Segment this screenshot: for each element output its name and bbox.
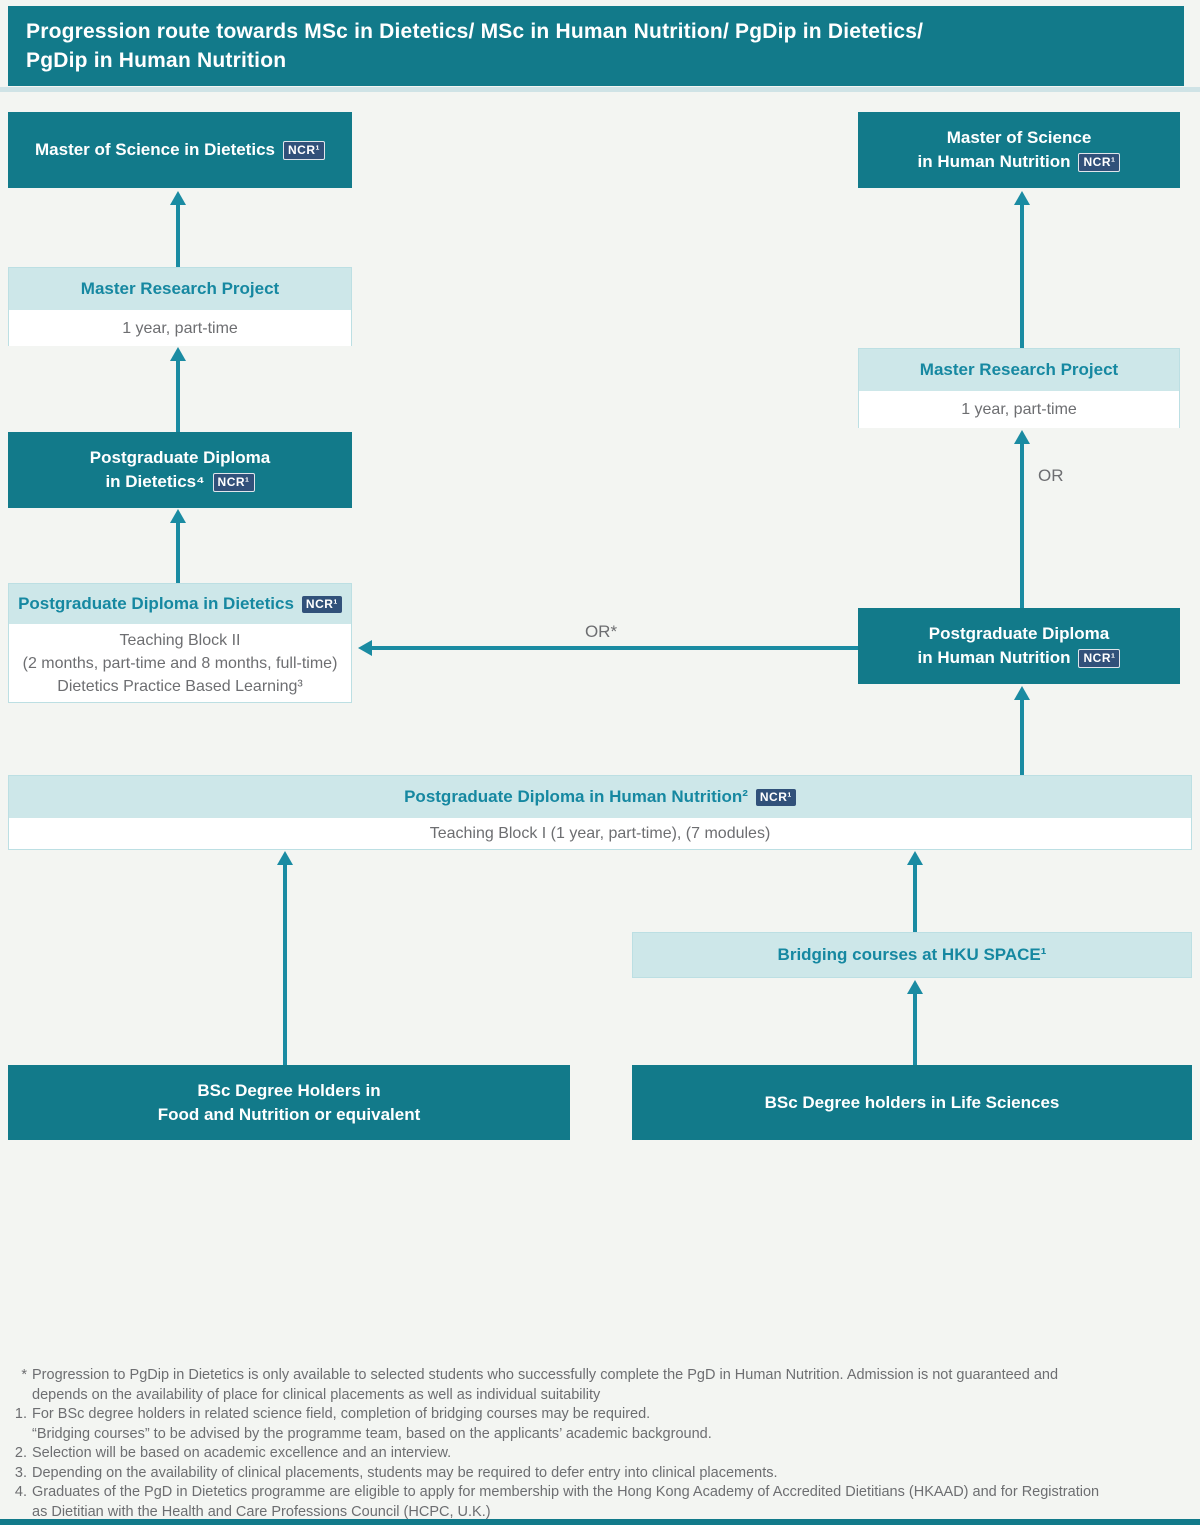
title-bar — [8, 6, 1184, 86]
ncr-badge: NCR¹ — [213, 473, 255, 492]
box-msc-human-nutrition — [858, 112, 1180, 188]
arrow-wide-to-pgdip-hn — [1014, 686, 1030, 775]
footnote-text: as Dietitian with the Health and Care Professions Council (HCPC, U.K.) — [32, 1503, 491, 1520]
footnote-row — [10, 1425, 1190, 1445]
ncr-badge: NCR¹ — [756, 789, 796, 806]
box-pgdip-dietetics-award — [8, 432, 352, 508]
footnotes — [10, 1366, 1190, 1522]
box-master-research-project-left — [8, 267, 352, 346]
mrp-left-header: Master Research Project — [9, 268, 351, 310]
arrow-pgdip-hn-to-pgdip-dietetics — [358, 640, 858, 656]
arrow-pgdip-hn-to-mrp-right — [1014, 430, 1030, 608]
bridging-courses-label: Bridging courses at HKU SPACE¹ — [777, 945, 1047, 964]
ncr-badge: NCR¹ — [1078, 649, 1120, 668]
pgdip-dietetics-award-line-1: Postgraduate Diploma — [89, 448, 271, 467]
footnote-text: For BSc degree holders in related science field, completion of bridging courses may be required. — [32, 1406, 651, 1422]
arrow-teaching-block-2-to-pgdip-dietetics — [170, 509, 186, 583]
footnote-row — [10, 1464, 1190, 1484]
ncr-badge: NCR¹ — [1078, 153, 1120, 172]
footnote-marker: 1. — [14, 1406, 27, 1422]
footnote-row — [10, 1405, 1190, 1425]
ncr-badge: NCR¹ — [283, 141, 325, 160]
box-pgdip-human-nutrition-award — [858, 608, 1180, 684]
bsc-food-line-2: Food and Nutrition or equivalent — [157, 1104, 421, 1124]
bsc-food-line-1: BSc Degree Holders in — [197, 1080, 381, 1100]
pgdip-hn-award-line-1: Postgraduate Diploma — [928, 624, 1110, 643]
footnote-marker: 2. — [14, 1445, 27, 1461]
or-star-label: OR* — [584, 622, 618, 641]
mrp-right-header: Master Research Project — [859, 349, 1179, 391]
footnote-row — [10, 1366, 1190, 1386]
footnote-row — [10, 1386, 1190, 1406]
msc-human-nutrition-line-1: Master of Science — [946, 128, 1092, 147]
msc-human-nutrition-line-2: in Human Nutrition — [917, 152, 1071, 171]
teaching-block-2-line-2: (2 months, part-time and 8 months, full-time) — [22, 654, 338, 672]
arrow-bsc-food-to-wide — [277, 851, 293, 1065]
box-pgdip-hn-teaching — [8, 775, 1192, 850]
bottom-accent-bar — [0, 1519, 1200, 1525]
footnote-text: depends on the availability of place for clinical placements as well as individual suitability — [32, 1386, 601, 1403]
footnote-text: Progression to PgDip in Dietetics is only available to selected students who successfully complete the PgD in Human Nutrition. Admission is not guaranteed and — [32, 1367, 1059, 1383]
pgdip-dietetics-teaching-header: Postgraduate Diploma in Dietetics — [18, 594, 294, 613]
or-label: OR — [1038, 466, 1064, 485]
ncr-badge: NCR¹ — [302, 596, 342, 613]
footnote-text: “Bridging courses” to be advised by the programme team, based on the applicants’ academic background. — [32, 1425, 712, 1442]
page-title-line-2: PgDip in Human Nutrition — [26, 49, 287, 72]
arrow-pgdip-dietetics-to-mrp-left — [170, 347, 186, 432]
footnote-marker: 3. — [14, 1464, 27, 1481]
arrow-bsc-life-to-bridging — [907, 980, 923, 1065]
mrp-right-body: 1 year, part-time — [859, 391, 1179, 428]
arrow-mrp-right-to-msc-human-nutrition — [1014, 191, 1030, 348]
box-master-research-project-right — [858, 348, 1180, 428]
footnote-text: Selection will be based on academic excellence and an interview. — [32, 1445, 452, 1461]
pgdip-dietetics-award-line-2: in Dietetics⁴ — [105, 472, 205, 491]
teaching-block-2-line-1: Teaching Block II — [119, 631, 241, 649]
teaching-block-2-line-3: Dietetics Practice Based Learning³ — [57, 677, 303, 695]
page-title-line-1: Progression route towards MSc in Dietetics/ MSc in Human Nutrition/ PgDip in Dietetics/ — [26, 20, 924, 43]
footnote-row — [10, 1444, 1190, 1464]
bsc-life-label: BSc Degree holders in Life Sciences — [764, 1092, 1060, 1112]
title-underline — [0, 87, 1200, 92]
box-msc-dietetics — [8, 112, 352, 188]
mrp-left-body: 1 year, part-time — [9, 310, 351, 346]
pgdip-hn-teaching-header: Postgraduate Diploma in Human Nutrition² — [404, 787, 748, 806]
box-bsc-food-nutrition — [8, 1065, 570, 1140]
box-bsc-life-sciences — [632, 1065, 1192, 1140]
footnote-marker: 4. — [14, 1484, 27, 1500]
box-bridging-courses — [632, 932, 1192, 978]
footnote-row — [10, 1483, 1190, 1503]
footnote-marker: * — [21, 1367, 27, 1383]
msc-dietetics-label: Master of Science in Dietetics — [35, 140, 275, 159]
arrow-bridging-to-wide — [907, 851, 923, 932]
footnote-text: Graduates of the PgD in Dietetics programme are eligible to apply for membership with the Hong Kong Academy of Accredited Dietitians (HKAAD) and for Registration — [32, 1484, 1100, 1500]
footnote-marker — [10, 1386, 32, 1406]
footnote-text: Depending on the availability of clinical placements, students may be required to defer entry into clinical placements. — [32, 1464, 778, 1481]
arrow-mrp-to-msc-dietetics — [170, 191, 186, 267]
footnote-marker — [10, 1425, 32, 1445]
teaching-block-1-body: Teaching Block I (1 year, part-time), (7 modules) — [9, 818, 1191, 849]
box-pgdip-dietetics-teaching — [8, 583, 352, 703]
pgdip-hn-award-line-2: in Human Nutrition — [917, 648, 1071, 667]
